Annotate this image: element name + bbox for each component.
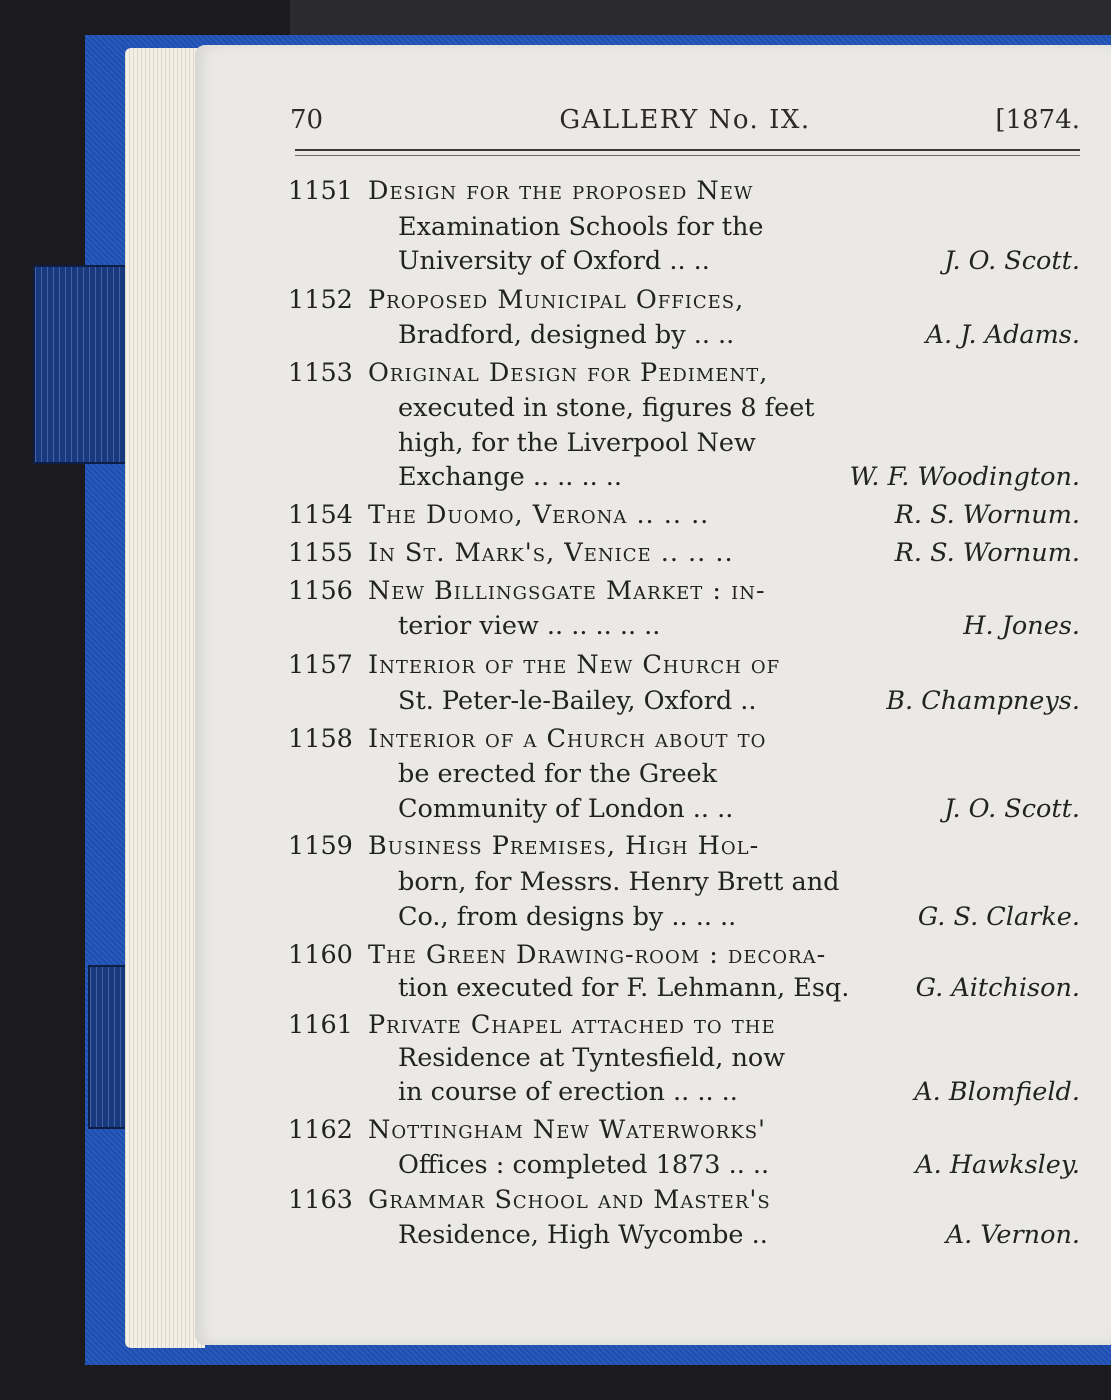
entry-text: Grammar School and Master's [368,1185,771,1215]
entry-text: be erected for the Greek [398,759,718,789]
entry-text: Proposed Municipal Offices, [368,285,745,315]
catalogue-line [288,1077,1080,1111]
catalogue-line [288,428,1080,462]
entry-number: 1163 [288,1185,353,1215]
entry-number: 1161 [288,1010,353,1040]
catalogue-line [288,212,1080,246]
entry-number: 1160 [288,940,353,970]
page-number: 70 [290,105,324,135]
page-header [290,105,1080,145]
entry-text: St. Peter-le-Bailey, Oxford .. [398,686,757,716]
entry-artist: J. O. Scott. [944,246,1080,276]
catalogue-line [288,285,1080,319]
entry-text: Interior of a Church about to [368,724,767,754]
catalogue-line [288,867,1080,901]
entry-text: born, for Messrs. Henry Brett and [398,867,840,897]
entry-number: 1153 [288,358,353,388]
entry-artist: A. Vernon. [945,1220,1080,1250]
entry-artist: G. Aitchison. [915,973,1080,1003]
entry-text: Original Design for Pediment, [368,358,769,388]
entry-text: Design for the proposed New [368,176,754,206]
entry-text: Offices : completed 1873 .. .. [398,1150,770,1180]
entry-artist: R. S. Wornum. [894,538,1080,568]
entry-number: 1156 [288,576,353,606]
catalogue-line [288,794,1080,828]
catalogue-line [288,973,1080,1007]
entry-text: Residence at Tyntesfield, now [398,1043,786,1073]
entry-text: New Billingsgate Market : in- [368,576,766,606]
entry-number: 1158 [288,724,353,754]
entry-number: 1152 [288,285,353,315]
catalogue-line [288,686,1080,720]
entry-text: Co., from designs by .. .. .. [398,902,737,932]
catalogue-line [288,358,1080,392]
entry-text: Residence, High Wycombe .. [398,1220,768,1250]
catalogue-line [288,1220,1080,1254]
catalogue-line [288,500,1080,534]
year-mark: [1874. [995,105,1080,135]
entry-text: Interior of the New Church of [368,650,781,680]
entry-text: Community of London .. .. [398,794,734,824]
gallery-title: GALLERY No. IX. [559,105,811,135]
header-rule-thin [295,155,1080,156]
catalogue-line [288,320,1080,354]
catalogue-line [288,1043,1080,1077]
entry-artist: A. Blomfield. [914,1077,1080,1107]
catalogue-line [288,538,1080,572]
entry-number: 1155 [288,538,353,568]
entry-text: in course of erection .. .. .. [398,1077,738,1107]
entry-artist: W. F. Woodington. [849,462,1080,492]
entry-text: In St. Mark's, Venice .. .. .. [368,538,734,568]
page-edges [125,48,205,1348]
entry-text: Bradford, designed by .. .. [398,320,735,350]
entry-artist: R. S. Wornum. [894,500,1080,530]
entry-number: 1157 [288,650,353,680]
catalogue-line [288,759,1080,793]
entry-text: tion executed for F. Lehmann, Esq. [398,973,850,1003]
entry-text: terior view .. .. .. .. .. [398,611,661,641]
entry-number: 1162 [288,1115,353,1145]
catalogue-line [288,176,1080,210]
entry-text: The Duomo, Verona .. .. .. [368,500,710,530]
catalogue-line [288,462,1080,496]
entry-artist: A. Hawksley. [915,1150,1080,1180]
entry-artist: H. Jones. [963,611,1080,641]
entry-text: Examination Schools for the [398,212,764,242]
catalogue-line [288,576,1080,610]
catalogue-line [288,902,1080,936]
background-top [290,0,1111,35]
catalogue-line [288,1185,1080,1219]
catalogue-line [288,940,1080,974]
entry-artist: A. J. Adams. [925,320,1080,350]
entry-text: Business Premises, High Hol- [368,831,760,861]
catalogue-line [288,1115,1080,1149]
catalogue-line [288,831,1080,865]
catalogue-line [288,246,1080,280]
catalogue-line [288,724,1080,758]
catalogue-line [288,1010,1080,1044]
entry-artist: G. S. Clarke. [917,902,1080,932]
entry-number: 1159 [288,831,353,861]
entry-artist: J. O. Scott. [944,794,1080,824]
catalogue-line [288,1150,1080,1184]
entry-text: Exchange .. .. .. .. [398,462,623,492]
entry-text: Private Chapel attached to the [368,1010,776,1040]
entry-text: high, for the Liverpool New [398,428,756,458]
catalogue-line [288,393,1080,427]
entry-text: executed in stone, figures 8 feet [398,393,815,423]
catalogue-line [288,611,1080,645]
entry-artist: B. Champneys. [886,686,1080,716]
header-rule [295,149,1080,151]
entry-text: University of Oxford .. .. [398,246,710,276]
entry-number: 1151 [288,176,353,206]
entry-number: 1154 [288,500,353,530]
entry-text: Nottingham New Waterworks' [368,1115,767,1145]
book-clasp-upper [33,265,132,464]
entry-text: The Green Drawing-room : decora- [368,940,827,970]
catalogue-line [288,650,1080,684]
